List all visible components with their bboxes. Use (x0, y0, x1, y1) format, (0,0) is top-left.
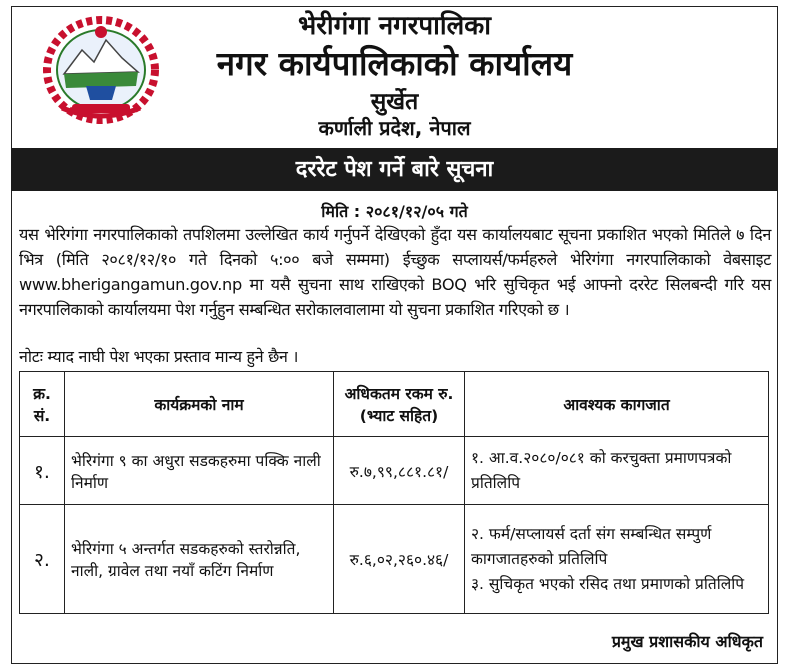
row-name: भेरिगंगा ५ अन्तर्गत सडकहरुको स्तरोन्नति, नाली, ग्रावेल तथा नयाँ कटिंग निर्माण (65, 505, 334, 614)
province-name: कर्णाली प्रदेश, नेपाल (318, 116, 471, 140)
organization-name: भेरीगंगा नगरपालिका (298, 11, 491, 41)
office-name: नगर कार्यपालिकाको कार्यालय (216, 44, 573, 83)
notice-date: मिति : २०८१/१२/०५ गते (321, 202, 468, 221)
row-name: भेरिगंगा ९ का अधुरा सडकहरुमा पक्कि नाली निर्माण (65, 437, 334, 505)
tender-table (19, 371, 769, 614)
doc-item: २. फर्म/सप्लायर्स दर्ता संग सम्बन्धित सम्पुर्ण कागजातहरुको प्रतिलिपि (471, 524, 712, 568)
table-header-row (20, 372, 769, 437)
doc-item: १. आ.व.२०८०/०८१ को करचुक्ता प्रमाणपत्रको प्रतिलिपि (471, 448, 732, 492)
table-row (20, 437, 769, 505)
notice-body: यस भेरिगंगा नगरपालिकाको तपशिलमा उल्लेखित कार्य गर्नुपर्ने देखिएको हुँदा यस कार्यालयबाट सूचना प्रकाशित भएको मितिले ७ दिन भित्र (मिति २०८१/१२/१० गते दिनको ५:०० बजे सम्ममा) ईच्छुक सप्लायर्स/फर्महरुले भेरिगंगा नगरपालिकाको वेबसाइट www.bherigangamun.gov.np मा यसै सुचना साथ राखिएको BOQ भरि सुचिकृत भई आफ्नो दररेट सिलबन्दी गरि यस नगरपालिकाको कार्यालयमा पेश गर्नुहुन सम्बन्धित सरोकालवालामा यो सुचना प्रकाशित गरिएको छ । (19, 225, 771, 319)
row-amount: रु.७,९९,८८१.८१/ (334, 437, 465, 505)
notice-title: दररेट पेश गर्ने बारे सूचना (11, 148, 778, 191)
doc-item: ३. सुचिकृत भएको रसिद तथा प्रमाणको प्रतिलिपि (471, 574, 745, 593)
header-name: कार्यक्रमको नाम (65, 372, 334, 437)
row-sn: १. (20, 437, 65, 505)
row-amount: रु.६,०२,२६०.४६/ (334, 505, 465, 614)
header-docs: आवश्यक कागजात (465, 372, 769, 437)
table-row (20, 505, 769, 614)
header-amount-line1: अधिकतम रकम रु. (344, 385, 454, 403)
header-amount (334, 372, 465, 437)
header-sn: क्र. सं. (20, 372, 65, 437)
notice-note: नोटः म्याद नाघी पेश भएका प्रस्ताव मान्य हुने छैन । (19, 347, 299, 366)
header-amount-line2: (भ्याट सहित) (359, 407, 439, 425)
row-docs (465, 437, 769, 505)
city-name: सुर्खेत (370, 89, 419, 115)
row-sn: २. (20, 505, 65, 614)
signature-title: प्रमुख प्रशासकीय अधिकृत (611, 632, 763, 651)
row-docs (465, 505, 769, 614)
